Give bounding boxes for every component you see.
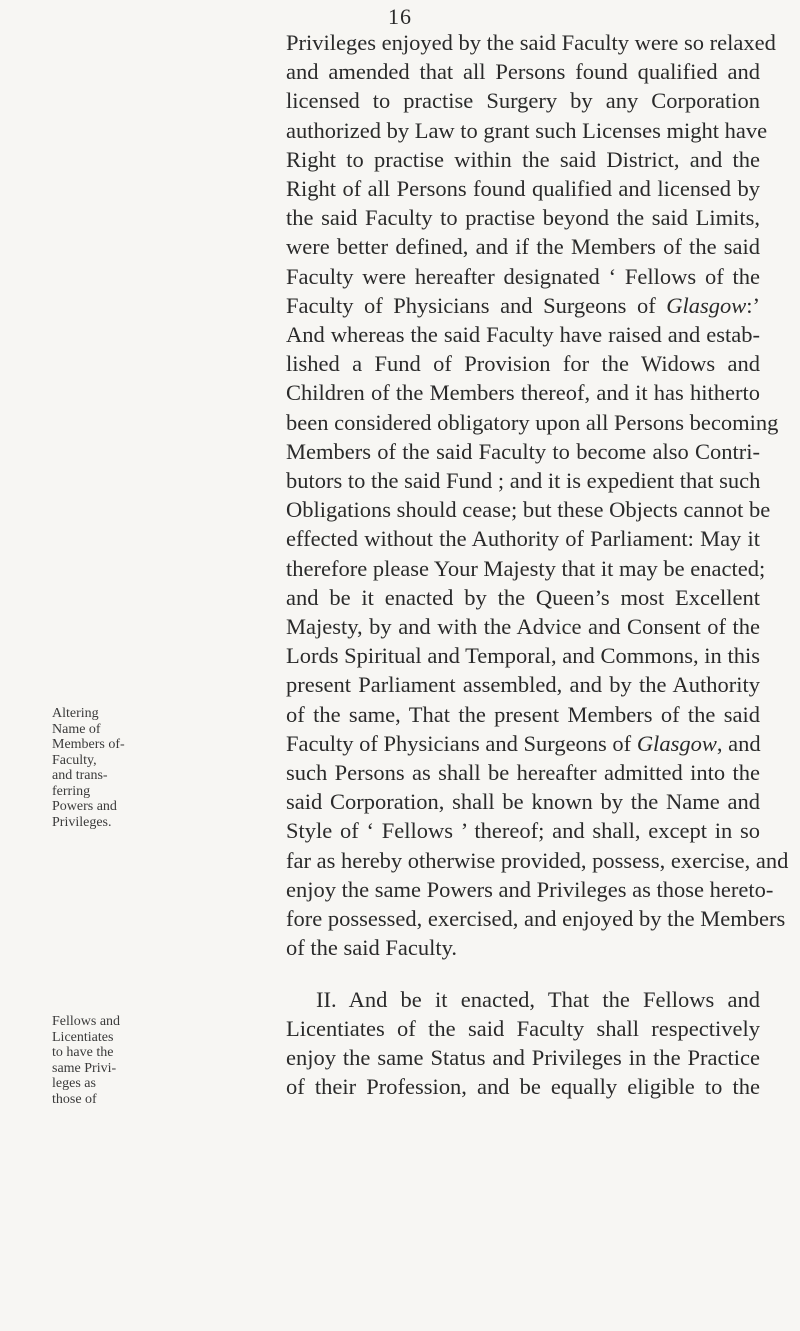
margin-note-line: Licentiates <box>52 1029 114 1045</box>
text-line: Faculty of Physicians and Surgeons of Glasgow:’ <box>286 292 760 318</box>
body-text <box>286 28 789 1101</box>
margin-note-line: same Privi- <box>52 1060 117 1076</box>
margin-note-altering-name <box>52 706 162 830</box>
italic-place-name: Glasgow <box>666 292 747 318</box>
text-line: Right of all Persons found qualified and licensed by <box>286 176 760 202</box>
paragraph-2 <box>286 985 760 1102</box>
text-line: authorized by Law to grant such Licenses might have <box>286 117 768 143</box>
text-line: Licentiates of the said Faculty shall respectively <box>286 1015 760 1041</box>
text-line: enjoy the same Status and Privileges in the Practice <box>286 1044 760 1070</box>
text-line: present Parliament assembled, and by the Authority <box>286 672 760 698</box>
text-line: Style of ‘ Fellows ’ thereof; and shall, except in so <box>286 818 760 844</box>
text-line: Obligations should cease; but these Objects cannot be <box>286 497 771 523</box>
text-line: licensed to practise Surgery by any Corporation <box>286 88 760 114</box>
text-line: were better defined, and if the Members of the said <box>286 234 760 260</box>
paragraph-1 <box>286 28 789 963</box>
text-line: far as hereby otherwise provided, possess, exercise, and <box>286 847 789 873</box>
margin-note-line: Privileges. <box>52 814 112 830</box>
text-line: therefore please Your Majesty that it may be enacted; <box>286 555 766 581</box>
text-line: Majesty, by and with the Advice and Consent of the <box>286 614 760 640</box>
text-line: and be it enacted by the Queen’s most Excellent <box>286 584 760 610</box>
text-line: And whereas the said Faculty have raised and estab- <box>286 322 760 348</box>
text-line: been considered obligatory upon all Persons becoming <box>286 409 779 435</box>
margin-note-line: Fellows and <box>52 1014 121 1029</box>
margin-note-line: Faculty, <box>52 752 97 768</box>
text-line: said Corporation, shall be known by the Name and <box>286 789 760 815</box>
text-line: the said Faculty to practise beyond the said Limits, <box>286 205 760 231</box>
margin-note-line: to have the <box>52 1045 114 1060</box>
text-line: and amended that all Persons found qualified and <box>286 59 760 85</box>
margin-note-line: leges as <box>52 1076 96 1091</box>
text-line: Faculty were hereafter designated ‘ Fellows of the <box>286 263 760 289</box>
margin-note-line: and trans- <box>52 768 108 783</box>
margin-note-line: Members of- <box>52 737 125 752</box>
text-line: lished a Fund of Provision for the Widows and <box>286 351 760 377</box>
text-line: of the said Faculty. <box>286 935 458 961</box>
margin-note-line: ferring <box>52 783 91 799</box>
text-line: of the same, That the present Members of the said <box>286 701 760 727</box>
text-line: effected without the Authority of Parliament: May it <box>286 526 760 552</box>
text-line: Children of the Members thereof, and it has hitherto <box>286 380 760 406</box>
text-line: such Persons as shall be hereafter admitted into the <box>286 760 760 786</box>
text-line: Right to practise within the said District, and the <box>286 146 760 172</box>
text-line: Lords Spiritual and Temporal, and Commons, in this <box>286 643 760 669</box>
margin-note-line: Altering <box>52 706 99 721</box>
text-line: Privileges enjoyed by the said Faculty were so relaxed <box>286 30 776 55</box>
italic-place-name: Glasgow <box>636 730 717 756</box>
text-line: enjoy the same Powers and Privileges as those hereto- <box>286 876 774 902</box>
margin-note-fellows-licentiates <box>52 1014 162 1107</box>
text-line: of their Profession, and be equally eligible to the <box>286 1074 760 1100</box>
text-line: II. And be it enacted, That the Fellows and <box>316 986 760 1012</box>
text-line: fore possessed, exercised, and enjoyed by the Members <box>286 906 786 932</box>
text-line: Faculty of Physicians and Surgeons of Glasgow, and <box>286 730 761 756</box>
margin-note-line: Powers and <box>52 799 117 814</box>
margin-note-line: Name of <box>52 721 101 737</box>
text-line: butors to the said Fund ; and it is expedient that such <box>286 468 761 494</box>
text-line: Members of the said Faculty to become also Contri- <box>286 438 760 464</box>
margin-note-line: those of <box>52 1091 97 1107</box>
page-number: 16 <box>388 4 412 29</box>
